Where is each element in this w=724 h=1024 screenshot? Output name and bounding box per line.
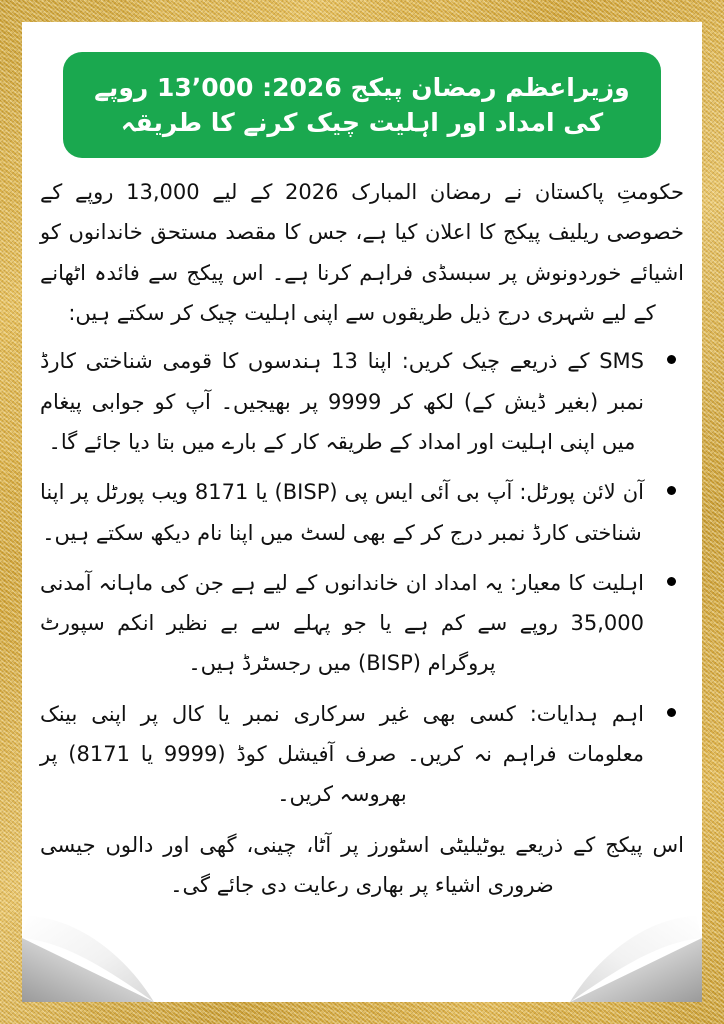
methods-list bbox=[40, 341, 684, 814]
list-item-text: SMS کے ذریعے چیک کریں: اپنا 13 ہندسوں کا قومی شناختی کارڈ نمبر (بغیر ڈیش کے) لکھ کر 9999 پر بھیجیں۔ آپ کو جوابی پیغام میں اپنی اہلیت اور امداد کے طریقہ کار کے بارے میں بتا دیا جائے گا۔ bbox=[40, 349, 644, 454]
list-item-sms-method bbox=[40, 341, 684, 462]
content-area bbox=[40, 172, 684, 962]
bullet-dot-icon bbox=[667, 486, 676, 495]
bullet-dot-icon bbox=[667, 577, 676, 586]
list-item-text: اہلیت کا معیار: یہ امداد ان خاندانوں کے لیے ہے جن کی ماہانہ آمدنی 35,000 روپے سے کم ہے یا جو پہلے سے بے نظیر انکم سپورٹ پروگرام (BISP) میں رجسٹرڈ ہیں۔ bbox=[40, 570, 644, 676]
bullet-dot-icon bbox=[667, 355, 676, 364]
poster-paper bbox=[22, 22, 702, 1002]
list-item-text: اہم ہدایات: کسی بھی غیر سرکاری نمبر یا کال پر اپنی بینک معلومات فراہم نہ کریں۔ صرف آفیشل کوڈ (9999 یا 8171) پر بھروسہ کریں۔ bbox=[40, 701, 644, 807]
outro-paragraph: اس پیکج کے ذریعے یوٹیلیٹی اسٹورز پر آٹا، چینی، گھی اور دالوں جیسی ضروری اشیاء پر بھاری رعایت دی جائے گی۔ bbox=[40, 832, 684, 897]
list-item-eligibility-criteria bbox=[40, 563, 684, 684]
header-banner bbox=[63, 52, 661, 158]
intro-paragraph: حکومتِ پاکستان نے رمضان المبارک 2026 کے لیے 13,000 روپے کے خصوصی ریلیف پیکج کا اعلان کیا ہے، جس کا مقصد مستحق خاندانوں کو اشیائے خوردونوش پر سبسڈی فراہم کرنا ہے۔ اس پیکج سے فائدہ اٹھانے کے لیے شہری درج ذیل طریقوں سے اپنی اہلیت چیک کر سکتے ہیں: bbox=[40, 180, 684, 325]
list-item-online-portal-method bbox=[40, 472, 684, 553]
list-item-important-instructions bbox=[40, 694, 684, 815]
bullet-dot-icon bbox=[667, 708, 676, 717]
page-title: وزیراعظم رمضان پیکج 2026: 13٬000 روپے کی امداد اور اہلیت چیک کرنے کا طریقہ bbox=[94, 72, 630, 137]
list-item-text: آن لائن پورٹل: آپ بی آئی ایس پی (BISP) یا 8171 ویب پورٹل پر اپنا شناختی کارڈ نمبر درج کر کے بھی لسٹ میں اپنا نام دیکھ سکتے ہیں۔ bbox=[40, 480, 644, 545]
